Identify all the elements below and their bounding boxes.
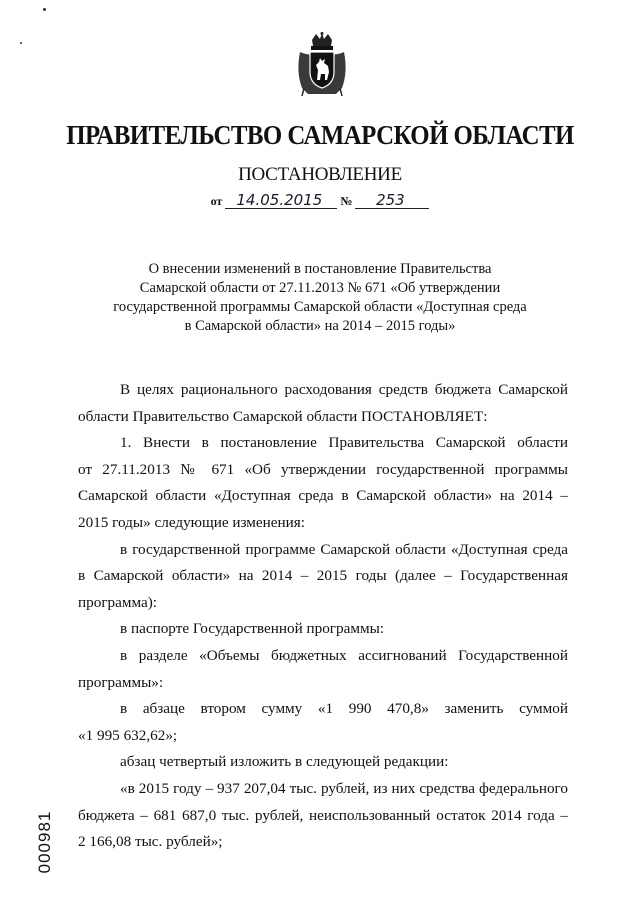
subject-line: О внесении изменений в постановление Правительства xyxy=(148,261,492,277)
subject-line: Самарской области от 27.11.2013 № 671 «Об утверждении xyxy=(139,280,501,296)
text-line: программа): xyxy=(78,593,158,611)
text-line: в разделе «Объемы бюджетных ассигнований Государственной xyxy=(120,646,568,664)
text-line: абзац четвертый изложить в следующей редакции: xyxy=(120,753,449,771)
text-line: 2015 годы» следующие изменения: xyxy=(78,513,305,531)
text-line: в паспорте Государственной программы: xyxy=(120,620,385,638)
paragraph-quote-2015 xyxy=(78,776,568,856)
archive-number-text: 000981 xyxy=(35,810,54,874)
text-line: бюджета – 681 687,0 тыс. рублей, неиспользованный остаток 2014 года – xyxy=(78,806,568,824)
text-line: Самарской области «Доступная среда в Самарской области» на 2014 – xyxy=(78,487,568,505)
paragraph-program xyxy=(78,537,568,617)
number-prefix: № xyxy=(340,194,353,208)
text-line: «в 2015 году – 937 207,04 тыс. рублей, из них средства федерального xyxy=(120,779,568,797)
paragraph-sum-change xyxy=(78,696,568,749)
document-subject xyxy=(96,260,544,336)
paragraph-passport xyxy=(78,616,568,643)
scan-speck xyxy=(43,8,46,11)
paragraph-preamble xyxy=(78,377,568,430)
text-line: от 27.11.2013 № 671 «Об утверждении государственной программы xyxy=(78,460,568,478)
document-type: ПОСТАНОВЛЕНИЕ xyxy=(238,164,402,185)
text-line: 1. Внести в постановление Правительства Самарской области xyxy=(120,434,568,452)
handwritten-date: 14.05.2015 xyxy=(225,192,337,209)
subject-line: государственной программы Самарской области «Доступная среда xyxy=(113,299,527,315)
scan-speck xyxy=(20,42,22,44)
text-line: «1 995 632,62»; xyxy=(78,726,178,744)
paragraph-item-1 xyxy=(78,430,568,536)
date-number-line xyxy=(0,192,640,209)
text-line: области Правительство Самарской области ПОСТАНОВЛЯЕТ: xyxy=(78,407,488,425)
text-line: в абзаце втором сумму «1 990 470,8» заменить суммой xyxy=(120,700,568,718)
paragraph-fourth-clause xyxy=(78,749,568,776)
text-line: в государственной программе Самарской области «Доступная среда xyxy=(120,540,568,558)
subject-line: в Самарской области» на 2014 – 2015 годы» xyxy=(184,318,456,334)
samara-oblast-coat-of-arms-icon xyxy=(296,32,348,98)
date-prefix: от xyxy=(210,194,223,208)
government-title: ПРАВИТЕЛЬСТВО САМАРСКОЙ ОБЛАСТИ xyxy=(66,120,574,150)
document-body xyxy=(78,377,568,856)
text-line: В целях рационального расходования средств бюджета Самарской xyxy=(120,381,568,398)
text-line: в Самарской области» на 2014 – 2015 годы (далее – Государственная xyxy=(78,567,568,585)
text-line: 2 166,08 тыс. рублей»; xyxy=(78,833,223,851)
text-line: программы»: xyxy=(78,673,164,691)
archive-number xyxy=(30,810,60,874)
handwritten-number: 253 xyxy=(355,192,429,209)
paragraph-section xyxy=(78,643,568,696)
